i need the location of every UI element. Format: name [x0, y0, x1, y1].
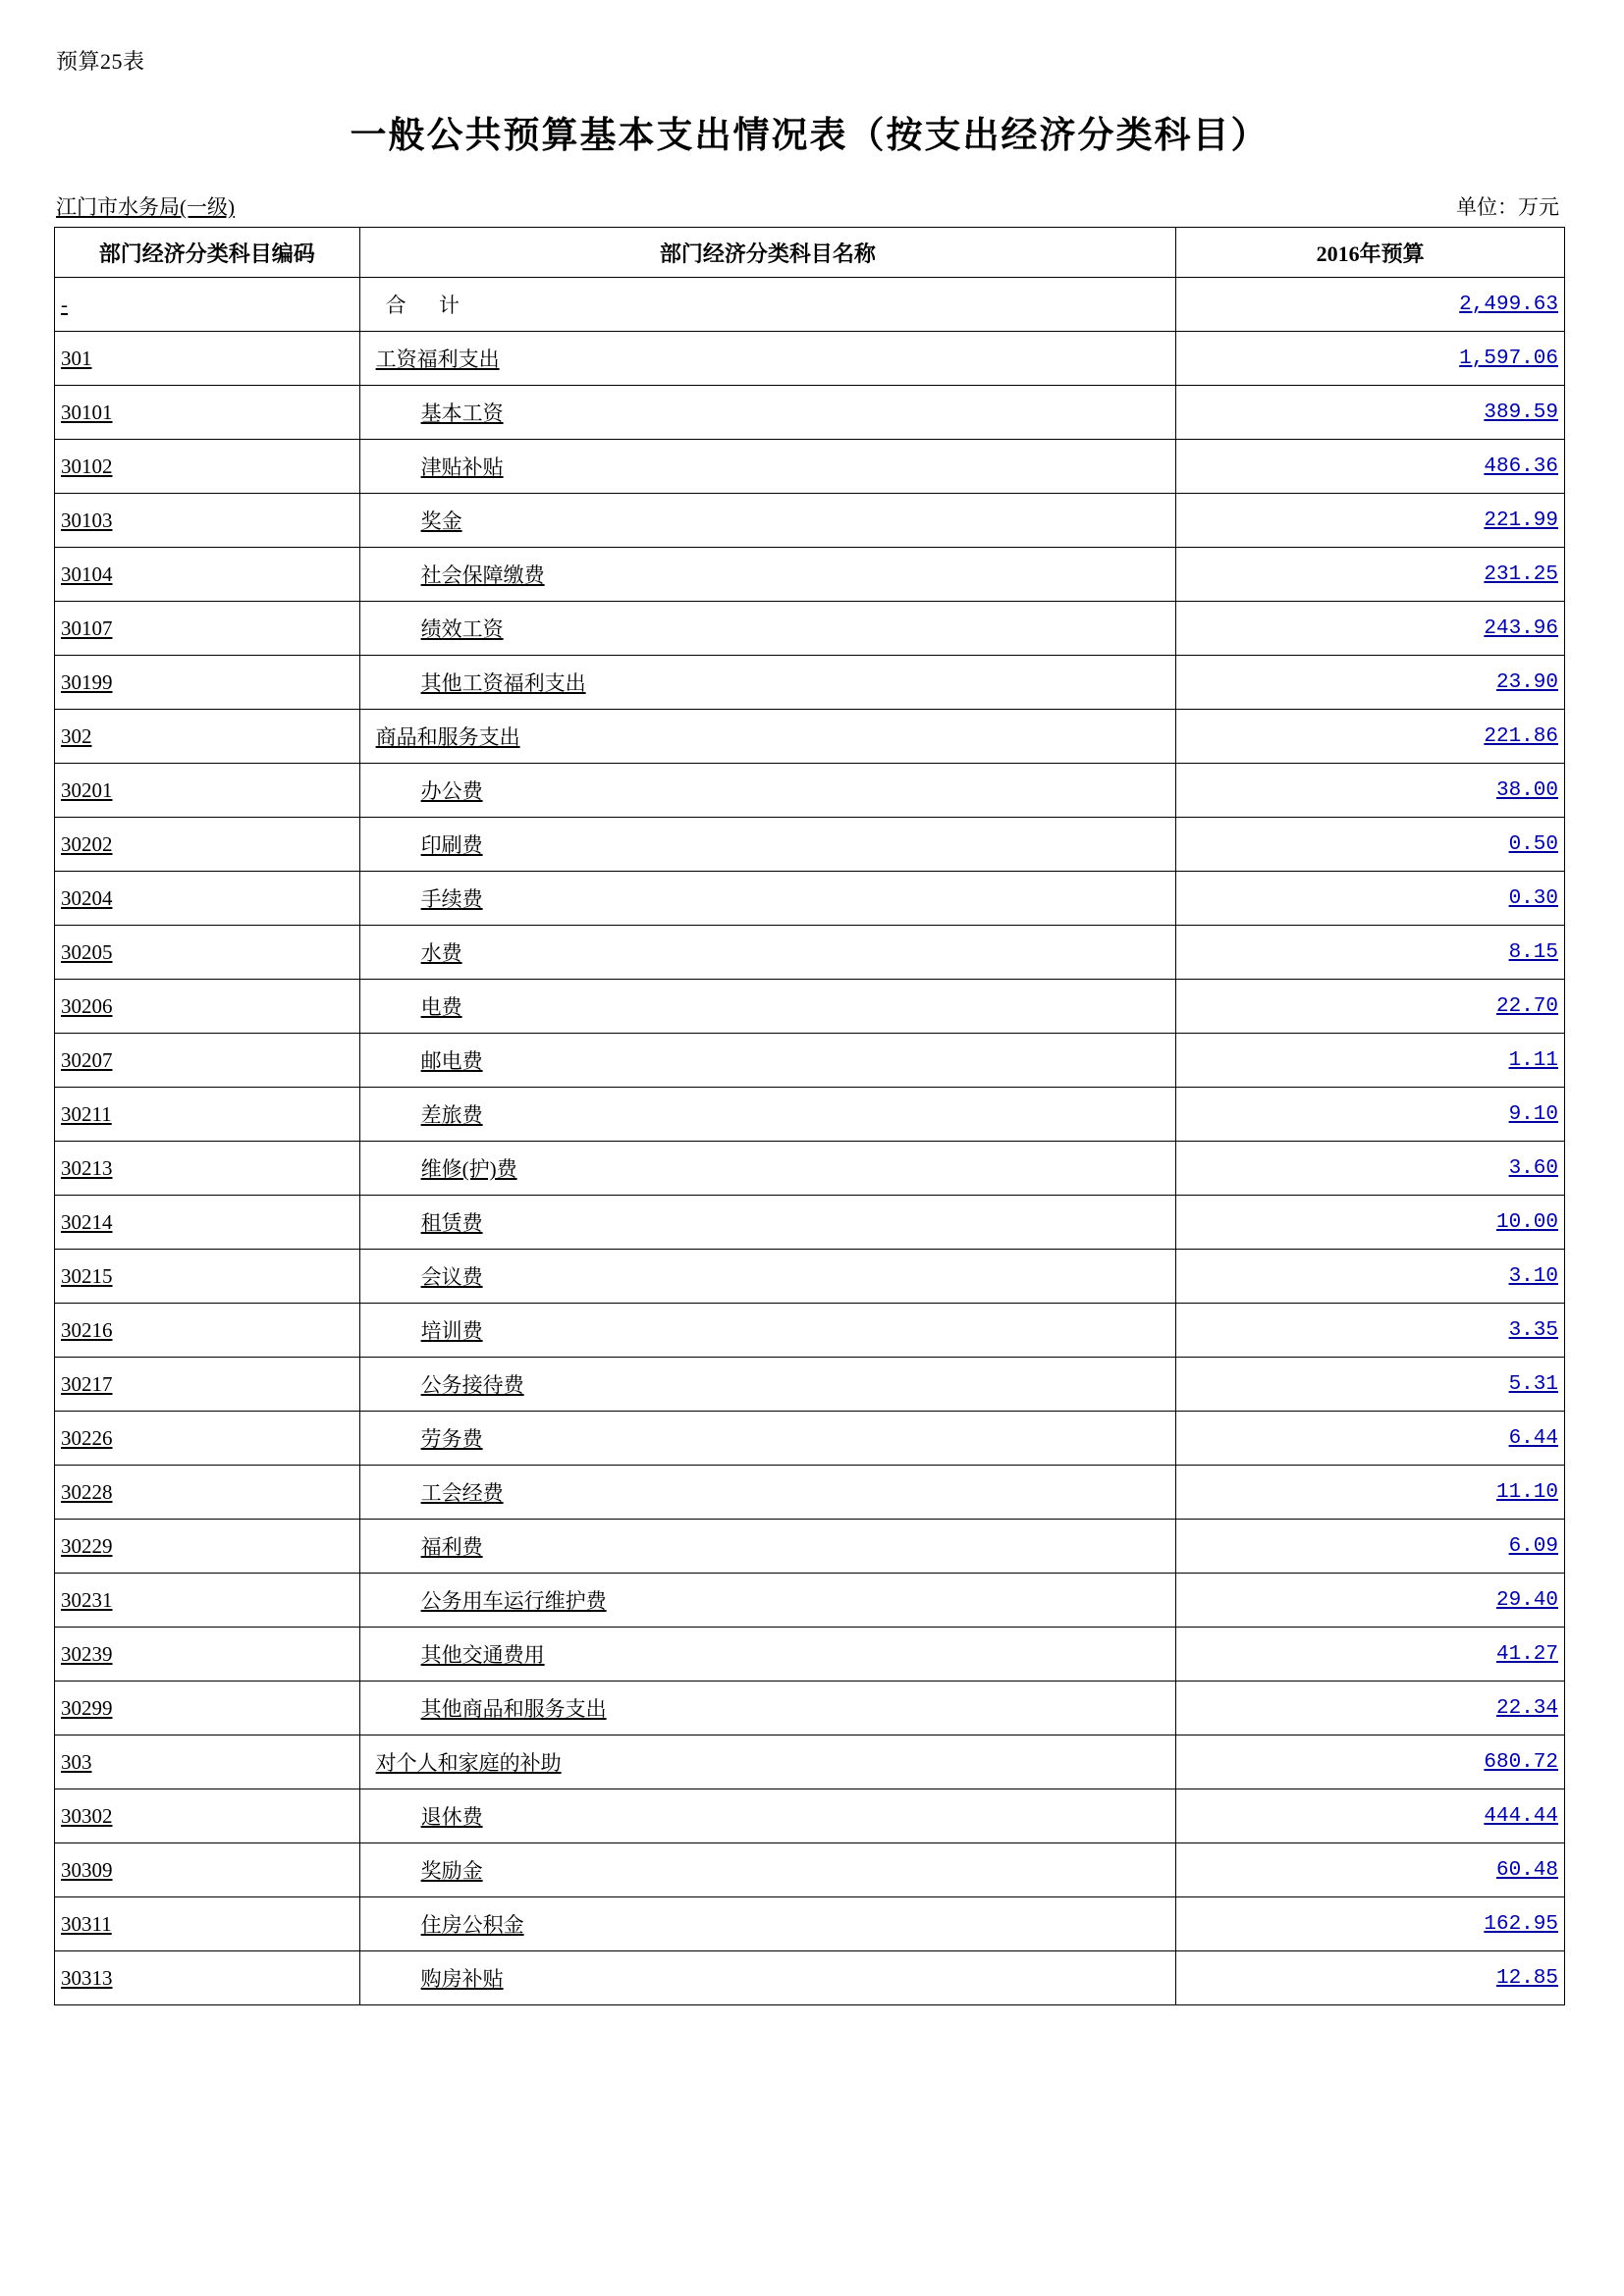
subject-code-text: 30239 — [61, 1641, 113, 1666]
cell-subject-name — [359, 602, 1176, 656]
budget-value-text: 41.27 — [1495, 1642, 1558, 1666]
cell-subject-code — [55, 494, 360, 548]
subject-code-text: 30206 — [61, 993, 113, 1018]
subject-code-text: 30311 — [61, 1911, 112, 1936]
cell-subject-name — [359, 926, 1176, 980]
cell-budget-value — [1176, 1789, 1565, 1843]
table-row — [55, 1897, 1565, 1951]
cell-budget-value — [1176, 1088, 1565, 1142]
subject-code-text: 30299 — [61, 1695, 113, 1720]
cell-subject-name — [359, 548, 1176, 602]
cell-subject-name — [359, 1466, 1176, 1520]
table-row — [55, 440, 1565, 494]
budget-value-text: 3.35 — [1508, 1318, 1558, 1342]
subject-name-text: 其他商品和服务支出 — [420, 1697, 607, 1721]
subject-name-text: 社会保障缴费 — [420, 563, 545, 587]
subject-code-text: 30302 — [61, 1803, 113, 1828]
table-row — [55, 386, 1565, 440]
cell-subject-name — [359, 1412, 1176, 1466]
subject-name-text: 公务用车运行维护费 — [420, 1589, 607, 1613]
cell-subject-code — [55, 980, 360, 1034]
subject-code-text: 301 — [61, 346, 92, 370]
subject-name-text: 手续费 — [420, 887, 483, 911]
cell-budget-value — [1176, 1735, 1565, 1789]
subject-code-text: 30104 — [61, 561, 113, 586]
subject-name-text: 办公费 — [420, 779, 483, 803]
subject-code-text: 30204 — [61, 885, 113, 910]
cell-subject-name — [359, 1951, 1176, 2005]
budget-value-text: 444.44 — [1484, 1804, 1558, 1828]
cell-subject-code — [55, 1951, 360, 2005]
cell-subject-code — [55, 1897, 360, 1951]
subject-name-text: 退休费 — [420, 1805, 483, 1829]
subject-name-text: 培训费 — [420, 1319, 483, 1343]
subject-code-text: 30102 — [61, 454, 113, 478]
table-row — [55, 1735, 1565, 1789]
budget-value-text: 6.09 — [1508, 1534, 1558, 1558]
subject-code-text: 30101 — [61, 400, 113, 424]
budget-value-text: 1.11 — [1508, 1048, 1558, 1072]
cell-budget-value — [1176, 1142, 1565, 1196]
budget-value-text: 231.25 — [1484, 562, 1558, 586]
column-header-code: 部门经济分类科目编码 — [55, 228, 360, 278]
cell-subject-name — [359, 278, 1176, 332]
table-row — [55, 1088, 1565, 1142]
subject-name-text: 租赁费 — [420, 1211, 483, 1235]
cell-subject-code — [55, 926, 360, 980]
subject-name-text: 对个人和家庭的补助 — [375, 1751, 562, 1775]
cell-subject-name — [359, 494, 1176, 548]
subject-code-text: 30213 — [61, 1155, 113, 1180]
cell-subject-code — [55, 1304, 360, 1358]
cell-subject-name — [359, 1142, 1176, 1196]
cell-subject-code — [55, 440, 360, 494]
table-row — [55, 1142, 1565, 1196]
subheader — [54, 191, 1565, 221]
subject-name-text: 奖励金 — [420, 1859, 483, 1883]
table-row — [55, 1466, 1565, 1520]
subject-name-text: 奖金 — [420, 509, 462, 533]
subject-code-text: 30231 — [61, 1587, 113, 1612]
cell-budget-value — [1176, 1951, 1565, 2005]
budget-value-text: 680.72 — [1484, 1750, 1558, 1774]
budget-value-text: 22.34 — [1495, 1696, 1558, 1720]
table-row — [55, 1196, 1565, 1250]
cell-subject-code — [55, 818, 360, 872]
subject-code-text: 30228 — [61, 1479, 113, 1504]
table-row — [55, 1250, 1565, 1304]
cell-subject-code — [55, 1735, 360, 1789]
cell-budget-value — [1176, 1520, 1565, 1574]
subject-name-text: 差旅费 — [420, 1103, 483, 1127]
column-header-value: 2016年预算 — [1176, 228, 1565, 278]
cell-subject-code — [55, 1358, 360, 1412]
table-row — [55, 710, 1565, 764]
cell-subject-name — [359, 332, 1176, 386]
budget-value-text: 1,597.06 — [1459, 347, 1558, 370]
budget-value-text: 221.99 — [1484, 508, 1558, 532]
budget-value-text: 221.86 — [1484, 724, 1558, 748]
cell-subject-code — [55, 1843, 360, 1897]
cell-budget-value — [1176, 1358, 1565, 1412]
budget-value-text: 11.10 — [1495, 1480, 1558, 1504]
cell-subject-name — [359, 818, 1176, 872]
budget-value-text: 3.60 — [1508, 1156, 1558, 1180]
cell-subject-code — [55, 332, 360, 386]
budget-value-text: 2,499.63 — [1459, 293, 1558, 316]
subject-name-text: 电费 — [420, 995, 462, 1019]
table-row — [55, 1951, 1565, 2005]
cell-budget-value — [1176, 1897, 1565, 1951]
table-row — [55, 548, 1565, 602]
budget-value-text: 12.85 — [1495, 1966, 1558, 1990]
budget-value-text: 243.96 — [1484, 616, 1558, 640]
cell-subject-code — [55, 1412, 360, 1466]
budget-value-text: 0.30 — [1508, 886, 1558, 910]
cell-subject-code — [55, 386, 360, 440]
subject-name-text: 公务接待费 — [420, 1373, 524, 1397]
subject-code-text: 30201 — [61, 777, 113, 802]
subject-name-text: 印刷费 — [420, 833, 483, 857]
subject-code-text: 30207 — [61, 1047, 113, 1072]
table-body — [55, 278, 1565, 2005]
cell-subject-code — [55, 872, 360, 926]
cell-subject-code — [55, 602, 360, 656]
subject-code-text: 30216 — [61, 1317, 113, 1342]
table-row — [55, 872, 1565, 926]
table-row — [55, 1789, 1565, 1843]
subject-name-text: 合 计 — [385, 294, 473, 317]
cell-subject-name — [359, 1358, 1176, 1412]
cell-subject-name — [359, 1843, 1176, 1897]
budget-value-text: 3.10 — [1508, 1264, 1558, 1288]
cell-budget-value — [1176, 278, 1565, 332]
page-title: 一般公共预算基本支出情况表（按支出经济分类科目） — [350, 116, 1270, 156]
budget-value-text: 10.00 — [1495, 1210, 1558, 1234]
cell-budget-value — [1176, 980, 1565, 1034]
cell-subject-code — [55, 1789, 360, 1843]
cell-subject-code — [55, 656, 360, 710]
budget-value-text: 60.48 — [1495, 1858, 1558, 1882]
budget-value-text: 23.90 — [1495, 670, 1558, 694]
subject-name-text: 工会经费 — [420, 1481, 504, 1505]
cell-budget-value — [1176, 332, 1565, 386]
budget-value-text: 0.50 — [1508, 832, 1558, 856]
cell-subject-code — [55, 1142, 360, 1196]
table-row — [55, 1358, 1565, 1412]
cell-subject-name — [359, 1196, 1176, 1250]
cell-subject-code — [55, 1250, 360, 1304]
subject-name-text: 邮电费 — [420, 1049, 483, 1073]
cell-budget-value — [1176, 440, 1565, 494]
subject-code-text: 30215 — [61, 1263, 113, 1288]
subject-code-text: 30313 — [61, 1965, 113, 1990]
table-row — [55, 1682, 1565, 1735]
cell-budget-value — [1176, 656, 1565, 710]
subject-code-text: 302 — [61, 723, 92, 748]
table-row — [55, 494, 1565, 548]
subject-name-text: 福利费 — [420, 1535, 483, 1559]
subject-name-text: 商品和服务支出 — [375, 725, 520, 749]
cell-budget-value — [1176, 764, 1565, 818]
budget-value-text: 9.10 — [1508, 1102, 1558, 1126]
cell-budget-value — [1176, 602, 1565, 656]
cell-budget-value — [1176, 1304, 1565, 1358]
cell-budget-value — [1176, 1628, 1565, 1682]
subject-code-text: - — [61, 292, 68, 316]
cell-subject-name — [359, 1628, 1176, 1682]
subject-code-text: 30199 — [61, 669, 113, 694]
cell-subject-name — [359, 1735, 1176, 1789]
cell-subject-name — [359, 1897, 1176, 1951]
cell-subject-code — [55, 764, 360, 818]
budget-table — [54, 227, 1565, 2005]
organization-name: 江门市水务局(一级) — [56, 195, 235, 219]
cell-budget-value — [1176, 494, 1565, 548]
budget-value-text: 162.95 — [1484, 1912, 1558, 1936]
budget-value-text: 8.15 — [1508, 940, 1558, 964]
cell-budget-value — [1176, 548, 1565, 602]
form-number: 预算25表 — [56, 49, 145, 74]
cell-subject-name — [359, 656, 1176, 710]
subject-name-text: 绩效工资 — [420, 617, 504, 641]
cell-subject-name — [359, 872, 1176, 926]
cell-subject-code — [55, 710, 360, 764]
subject-name-text: 水费 — [420, 941, 462, 965]
table-row — [55, 1628, 1565, 1682]
cell-subject-code — [55, 1628, 360, 1682]
cell-subject-name — [359, 1088, 1176, 1142]
cell-subject-code — [55, 548, 360, 602]
subject-name-text: 劳务费 — [420, 1427, 483, 1451]
subject-name-text: 津贴补贴 — [420, 455, 504, 479]
table-row — [55, 1034, 1565, 1088]
cell-budget-value — [1176, 710, 1565, 764]
subject-code-text: 30217 — [61, 1371, 113, 1396]
cell-budget-value — [1176, 1843, 1565, 1897]
subject-name-text: 会议费 — [420, 1265, 483, 1289]
cell-budget-value — [1176, 1196, 1565, 1250]
cell-subject-code — [55, 278, 360, 332]
cell-budget-value — [1176, 1466, 1565, 1520]
budget-value-text: 29.40 — [1495, 1588, 1558, 1612]
cell-budget-value — [1176, 1682, 1565, 1735]
table-row — [55, 926, 1565, 980]
cell-budget-value — [1176, 1034, 1565, 1088]
cell-subject-code — [55, 1196, 360, 1250]
subject-name-text: 购房补贴 — [420, 1967, 504, 1991]
subject-code-text: 30309 — [61, 1857, 113, 1882]
column-header-name: 部门经济分类科目名称 — [359, 228, 1176, 278]
table-row — [55, 656, 1565, 710]
cell-subject-code — [55, 1466, 360, 1520]
cell-subject-name — [359, 440, 1176, 494]
cell-budget-value — [1176, 1574, 1565, 1628]
subject-code-text: 30202 — [61, 831, 113, 856]
cell-budget-value — [1176, 872, 1565, 926]
subject-code-text: 30214 — [61, 1209, 113, 1234]
budget-value-text: 22.70 — [1495, 994, 1558, 1018]
cell-budget-value — [1176, 1412, 1565, 1466]
cell-budget-value — [1176, 926, 1565, 980]
subject-code-text: 30103 — [61, 507, 113, 532]
table-row — [55, 602, 1565, 656]
unit-note: 单位：万元 — [1456, 195, 1559, 219]
table-row — [55, 1574, 1565, 1628]
cell-budget-value — [1176, 386, 1565, 440]
subject-name-text: 工资福利支出 — [375, 347, 500, 371]
cell-subject-code — [55, 1088, 360, 1142]
cell-subject-code — [55, 1682, 360, 1735]
budget-value-text: 5.31 — [1508, 1372, 1558, 1396]
cell-budget-value — [1176, 818, 1565, 872]
cell-subject-name — [359, 980, 1176, 1034]
budget-value-text: 6.44 — [1508, 1426, 1558, 1450]
subject-code-text: 303 — [61, 1749, 92, 1774]
cell-subject-name — [359, 1304, 1176, 1358]
cell-subject-name — [359, 710, 1176, 764]
subject-name-text: 维修(护)费 — [420, 1157, 517, 1181]
subject-code-text: 30205 — [61, 939, 113, 964]
cell-subject-name — [359, 1250, 1176, 1304]
table-row — [55, 278, 1565, 332]
cell-subject-name — [359, 1682, 1176, 1735]
cell-subject-code — [55, 1574, 360, 1628]
subject-code-text: 30226 — [61, 1425, 113, 1450]
subject-code-text: 30211 — [61, 1101, 112, 1126]
table-row — [55, 1520, 1565, 1574]
subject-name-text: 其他交通费用 — [420, 1643, 545, 1667]
cell-subject-name — [359, 1574, 1176, 1628]
budget-value-text: 38.00 — [1495, 778, 1558, 802]
table-header-row — [55, 228, 1565, 278]
subject-code-text: 30107 — [61, 615, 113, 640]
cell-subject-name — [359, 1034, 1176, 1088]
table-row — [55, 1843, 1565, 1897]
table-row — [55, 332, 1565, 386]
cell-subject-name — [359, 1789, 1176, 1843]
cell-subject-name — [359, 386, 1176, 440]
cell-budget-value — [1176, 1250, 1565, 1304]
cell-subject-code — [55, 1520, 360, 1574]
subject-code-text: 30229 — [61, 1533, 113, 1558]
table-row — [55, 1304, 1565, 1358]
cell-subject-name — [359, 1520, 1176, 1574]
table-row — [55, 1412, 1565, 1466]
table-row — [55, 980, 1565, 1034]
table-row — [55, 818, 1565, 872]
subject-name-text: 住房公积金 — [420, 1913, 524, 1937]
budget-value-text: 486.36 — [1484, 454, 1558, 478]
subject-name-text: 其他工资福利支出 — [420, 671, 586, 695]
subject-name-text: 基本工资 — [420, 401, 504, 425]
cell-subject-name — [359, 764, 1176, 818]
cell-subject-code — [55, 1034, 360, 1088]
table-row — [55, 764, 1565, 818]
budget-value-text: 389.59 — [1484, 400, 1558, 424]
